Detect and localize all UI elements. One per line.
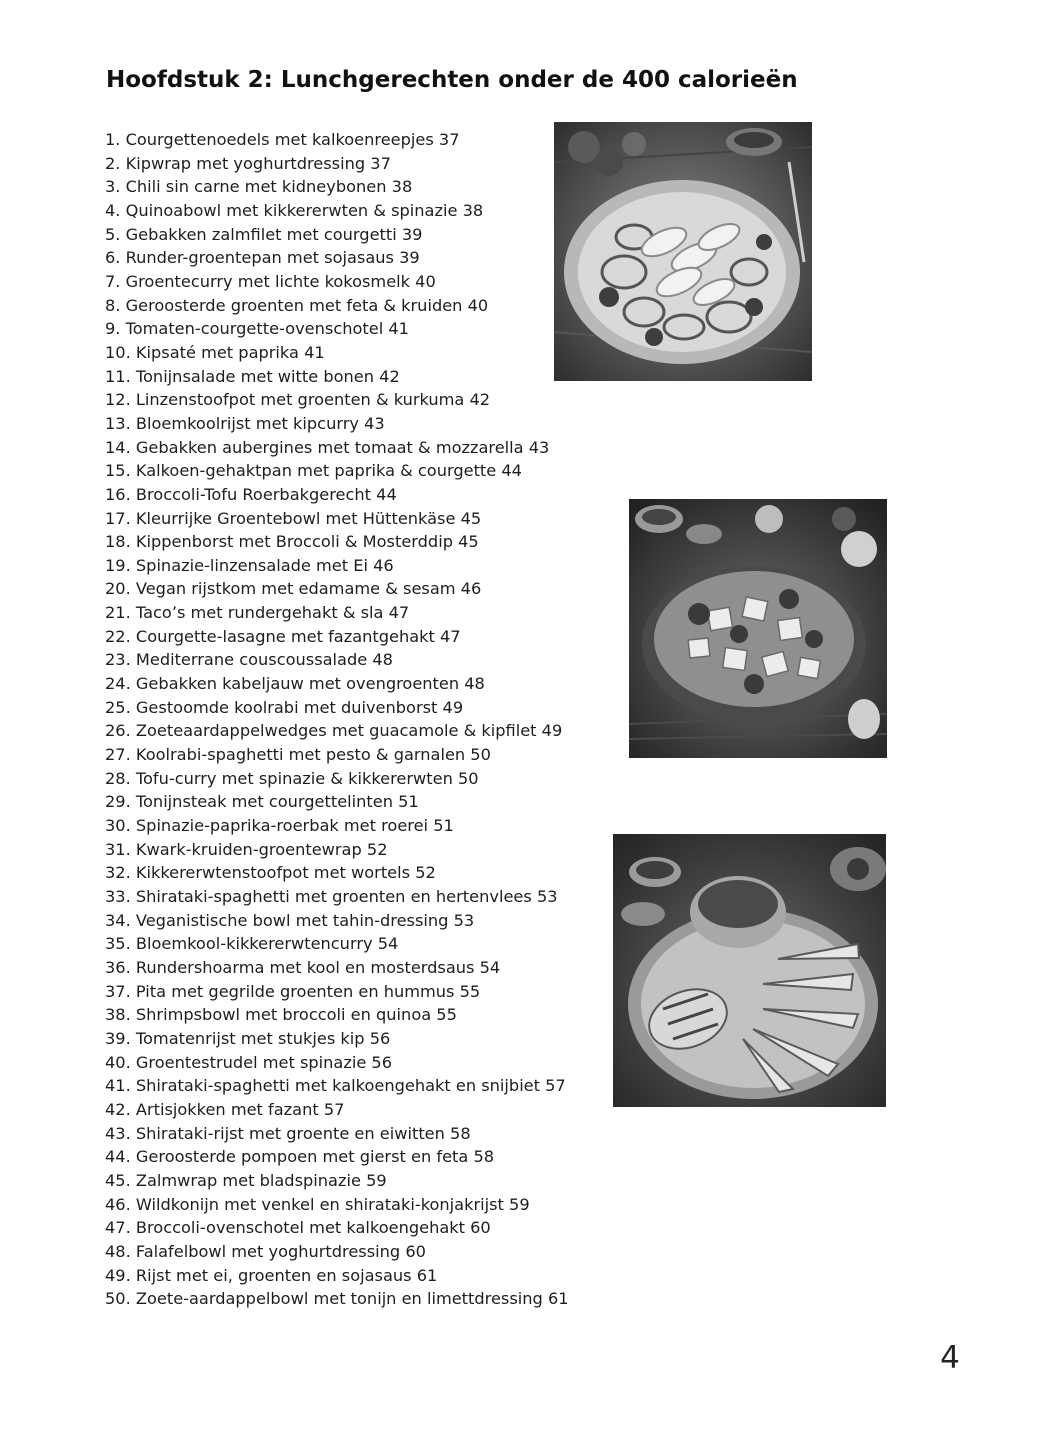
toc-entry: 17. Kleurrijke Groentebowl met Hüttenkäse 45	[105, 508, 482, 528]
toc-entry: 1. Courgettenoedels met kalkoenreepjes 37	[105, 130, 460, 149]
toc-entry: 44. Geroosterde pompoen met gierst en feta 58	[105, 1147, 495, 1167]
toc-entry: 2. Kipwrap met yoghurtdressing 37	[105, 153, 391, 173]
toc-entry: 32. Kikkererwtenstoofpot met wortels 52	[105, 863, 436, 883]
toc-entry: 37. Pita met gegrilde groenten en hummus 55	[105, 981, 481, 1001]
toc-entry: 27. Koolrabi-spaghetti met pesto & garnalen 50	[105, 745, 491, 765]
toc-entry: 23. Mediterrane couscoussalade 48	[105, 650, 393, 670]
toc-entry: 29. Tonijnsteak met courgettelinten 51	[105, 792, 419, 812]
toc-entry: 46. Wildkonijn met venkel en shirataki-konjakrijst 59	[105, 1194, 530, 1214]
toc-entry: 39. Tomatenrijst met stukjes kip 56	[105, 1028, 391, 1048]
toc-entry: 34. Veganistische bowl met tahin-dressing 53	[105, 910, 475, 930]
toc-entry: 18. Kippenborst met Broccoli & Mosterddip 45	[105, 532, 479, 552]
page-number: 4	[940, 1340, 960, 1376]
toc-entry: 36. Rundershoarma met kool en mosterdsaus 54	[105, 957, 501, 977]
toc-entry: 31. Kwark-kruiden-groentewrap 52	[105, 839, 388, 859]
food-photo-potato-wedges	[613, 834, 886, 1107]
toc-entry: 21. Taco’s met rundergehakt & sla 47	[105, 603, 410, 623]
food-photo-noodle-plate	[554, 122, 812, 381]
toc-entry: 11. Tonijnsalade met witte bonen 42	[105, 366, 400, 386]
toc-entry: 9. Tomaten-courgette-ovenschotel 41	[105, 319, 409, 339]
toc-entry: 49. Rijst met ei, groenten en sojasaus 61	[105, 1265, 438, 1285]
toc-entry: 45. Zalmwrap met bladspinazie 59	[105, 1170, 387, 1190]
toc-entry: 22. Courgette-lasagne met fazantgehakt 47	[105, 626, 461, 646]
toc-entry: 43. Shirataki-rijst met groente en eiwitten 58	[105, 1123, 471, 1143]
chapter-title: Hoofdstuk 2: Lunchgerechten onder de 400 calorieën	[106, 67, 798, 93]
toc-entry: 41. Shirataki-spaghetti met kalkoengehakt en snijbiet 57	[105, 1076, 566, 1096]
toc-entry: 4. Quinoabowl met kikkererwten & spinazie 38	[105, 200, 484, 220]
toc-entry: 5. Gebakken zalmfilet met courgetti 39	[105, 224, 423, 244]
table-of-contents	[105, 128, 569, 1311]
toc-entry: 42. Artisjokken met fazant 57	[105, 1099, 345, 1119]
toc-entry: 50. Zoete-aardappelbowl met tonijn en limettdressing 61	[105, 1289, 569, 1309]
toc-entry: 6. Runder-groentepan met sojasaus 39	[105, 248, 420, 268]
toc-entry: 12. Linzenstoofpot met groenten & kurkuma 42	[105, 390, 491, 410]
toc-entry: 10. Kipsaté met paprika 41	[105, 342, 325, 362]
toc-entry: 19. Spinazie-linzensalade met Ei 46	[105, 555, 394, 575]
toc-entry: 47. Broccoli-ovenschotel met kalkoengehakt 60	[105, 1218, 491, 1238]
toc-entry: 33. Shirataki-spaghetti met groenten en hertenvlees 53	[105, 887, 558, 906]
toc-entry: 14. Gebakken aubergines met tomaat & mozzarella 43	[105, 437, 550, 457]
toc-entry: 13. Bloemkoolrijst met kipcurry 43	[105, 413, 385, 433]
toc-entry: 8. Geroosterde groenten met feta & kruiden 40	[105, 295, 489, 315]
toc-entry: 16. Broccoli-Tofu Roerbakgerecht 44	[105, 484, 397, 504]
toc-entry: 38. Shrimpsbowl met broccoli en quinoa 55	[105, 1005, 457, 1025]
toc-entry: 26. Zoeteaardappelwedges met guacamole & kipfilet 49	[105, 721, 563, 741]
toc-entry: 40. Groentestrudel met spinazie 56	[105, 1052, 393, 1072]
toc-entry: 48. Falafelbowl met yoghurtdressing 60	[105, 1241, 426, 1261]
food-photo-tofu-stirfry	[629, 499, 887, 758]
toc-entry: 7. Groentecurry met lichte kokosmelk 40	[105, 271, 436, 291]
toc-entry: 25. Gestoomde koolrabi met duivenborst 49	[105, 697, 464, 717]
toc-entry: 28. Tofu-curry met spinazie & kikkererwten 50	[105, 768, 479, 788]
toc-entry: 24. Gebakken kabeljauw met ovengroenten 48	[105, 674, 485, 694]
toc-entry: 20. Vegan rijstkom met edamame & sesam 46	[105, 579, 482, 599]
toc-entry: 35. Bloemkool-kikkererwtencurry 54	[105, 934, 399, 954]
toc-entry: 3. Chili sin carne met kidneybonen 38	[105, 177, 413, 197]
toc-entry: 15. Kalkoen-gehaktpan met paprika & courgette 44	[105, 461, 522, 481]
toc-entry: 30. Spinazie-paprika-roerbak met roerei 51	[105, 816, 454, 836]
